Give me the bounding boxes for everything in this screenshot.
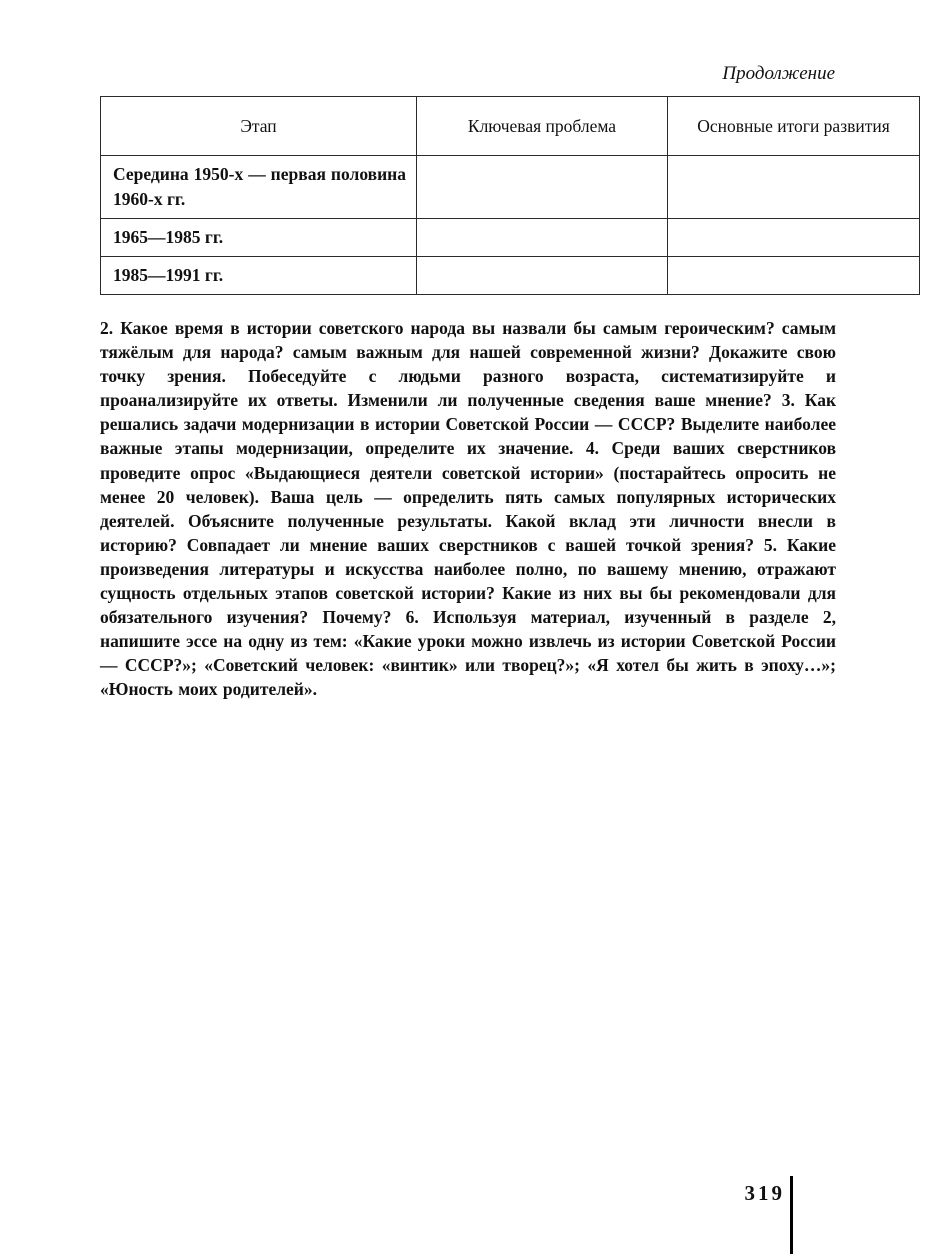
page-number: 319 [744, 1181, 785, 1205]
table-header-row [101, 97, 920, 156]
question-text: Какие произведения литературы и искусства наиболее полно, по вашему мнению, отражают сущность отдельных этапов советской истории? Какие из них вы бы рекомендовали для обязательного изучения? Почему? [100, 534, 836, 628]
stage-cell: Середина 1950-х — первая половина 1960-х гг. [101, 156, 417, 219]
column-header-stage: Этап [101, 97, 417, 156]
table-row [101, 156, 920, 219]
question-number: 6. [405, 607, 419, 628]
column-header-main-results: Основные итоги развития [668, 97, 920, 156]
question-number: 5. [763, 534, 777, 555]
question-text: Используя материал, изученный в разделе 2, напишите эссе на одну из тем: «Какие уроки можно извлечь из истории Советской России — СССР?»; «Советский человек: «винтик» или творец?»; «Я хотел бы жить в эпоху…»; «Юность моих родителей». [100, 607, 836, 700]
stage-cell: 1965—1985 гг. [101, 219, 417, 257]
table-row [101, 219, 920, 257]
question-text: Как решались задачи модернизации в истории Советской России — СССР? Выделите наиболее важные этапы модернизации, определите их значение. [100, 390, 837, 459]
question-number: 2. [100, 318, 114, 338]
problem-cell [417, 219, 668, 257]
question-number: 4. [585, 438, 599, 459]
results-cell [668, 257, 920, 295]
problem-cell [417, 156, 668, 219]
column-header-key-problem: Ключевая проблема [417, 97, 668, 156]
question-number: 3. [781, 390, 795, 411]
question-text: Какое время в истории советского народа вы назвали бы самым героическим? самым тяжёлым для народа? самым важным для нашей современной жизни? Докажите свою точку зрения. Побеседуйте с людьми разного возраста, систематизируйте и проанализируйте их ответы. Изменили ли полученные сведения ваше мнение? [100, 318, 836, 411]
stage-cell: 1985—1991 гг. [101, 257, 417, 295]
question-item [100, 318, 836, 410]
table-row [101, 257, 920, 295]
question-text: Среди ваших сверстников проведите опрос «Выдающиеся деятели советской истории» (постарайтесь опросить не менее 20 человек). Ваша цель — определить пять самых популярных исторических деятелей. Объясните полученные результаты. Какой вклад эти личности внесли в историю? Совпадает ли мнение ваших сверстников с вашей точкой зрения? [100, 438, 837, 555]
continuation-label: Продолжение [722, 63, 835, 84]
problem-cell [417, 257, 668, 295]
page-number-rule [790, 1176, 793, 1254]
questions-paragraph [100, 316, 836, 702]
results-cell [668, 219, 920, 257]
results-cell [668, 156, 920, 219]
stages-table [100, 96, 920, 295]
